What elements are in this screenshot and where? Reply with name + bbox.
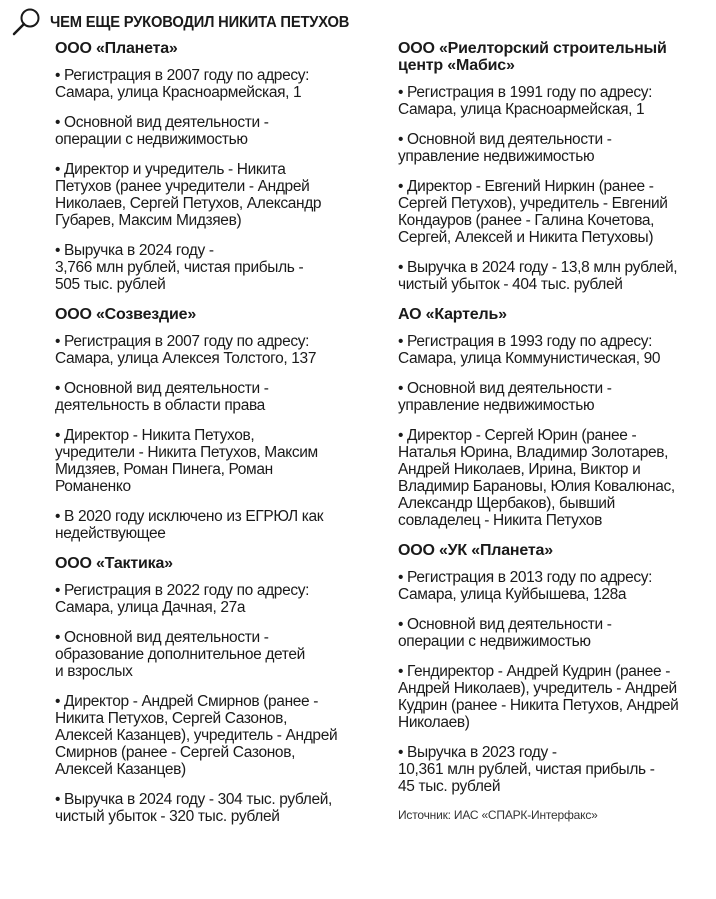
company-fact: • Директор - Андрей Смирнов (ранее - Никита Петухов, Сергей Сазонов, Алексей Казанцев), учредитель - Андрей Смирнов (ранее - Сергей Сазонов, Алексей Казанцев) bbox=[55, 693, 338, 778]
company-fact: • Выручка в 2024 году - 3,766 млн рублей, чистая прибыль - 505 тыс. рублей bbox=[55, 242, 304, 293]
company-fact: • Директор - Никита Петухов, учредители - Никита Петухов, Максим Мидзяев, Роман Пинега, Роман Романенко bbox=[55, 427, 318, 495]
company-title: АО «Картель» bbox=[398, 306, 507, 323]
company-title: ООО «Созвездие» bbox=[55, 306, 197, 323]
left-column bbox=[55, 40, 373, 838]
company-title: ООО «Тактика» bbox=[55, 555, 173, 572]
company-mabis bbox=[398, 40, 710, 293]
company-fact: • Директор - Евгений Ниркин (ранее - Сергей Петухов), учредитель - Евгений Кондауров (ранее - Галина Кочетова, Сергей, Алексей и Никита Петуховы) bbox=[398, 178, 668, 246]
company-fact: • Гендиректор - Андрей Кудрин (ранее - Андрей Николаев), учредитель - Андрей Кудрин (ранее - Никита Петухов, Андрей Николаев) bbox=[398, 663, 679, 731]
company-fact: • Основной вид деятельности - операции с недвижимостью bbox=[55, 114, 269, 148]
company-fact: • Основной вид деятельности - операции с недвижимостью bbox=[398, 616, 612, 650]
company-fact: • Выручка в 2024 году - 13,8 млн рублей, чистый убыток - 404 тыс. рублей bbox=[398, 259, 678, 293]
company-fact: • Регистрация в 1993 году по адресу: Самара, улица Коммунистическая, 90 bbox=[398, 333, 661, 367]
company-fact: • Регистрация в 1991 году по адресу: Самара, улица Красноармейская, 1 bbox=[398, 84, 653, 118]
company-taktika bbox=[55, 555, 373, 825]
company-title: ООО «Риелторский строительный центр «Мабис» bbox=[398, 40, 667, 74]
company-planeta bbox=[55, 40, 373, 293]
page-title: ЧЕМ ЕЩЕ РУКОВОДИЛ НИКИТА ПЕТУХОВ bbox=[50, 14, 350, 31]
search-icon bbox=[8, 5, 44, 41]
company-uk-planeta bbox=[398, 542, 710, 795]
company-fact: • Директор - Сергей Юрин (ранее - Наталья Юрина, Владимир Золотарев, Андрей Николаев, Ирина, Виктор и Владимир Барановы, Юлия Ковалюнас, Александр Щербаков), бывший совладелец - Никита Петухов bbox=[398, 427, 675, 529]
company-fact: • Выручка в 2023 году - 10,361 млн рублей, чистая прибыль - 45 тыс. рублей bbox=[398, 744, 655, 795]
company-fact: • Регистрация в 2013 году по адресу: Самара, улица Куйбышева, 128а bbox=[398, 569, 653, 603]
company-fact: • Регистрация в 2007 году по адресу: Самара, улица Алексея Толстого, 137 bbox=[55, 333, 317, 367]
company-fact: • В 2020 году исключено из ЕГРЮЛ как недействующее bbox=[55, 508, 324, 542]
company-fact: • Основной вид деятельности - управление недвижимостью bbox=[398, 131, 612, 165]
company-kartel bbox=[398, 306, 710, 529]
right-column bbox=[398, 40, 710, 822]
company-fact: • Регистрация в 2007 году по адресу: Самара, улица Красноармейская, 1 bbox=[55, 67, 310, 101]
company-title: ООО «УК «Планета» bbox=[398, 542, 553, 559]
company-fact: • Регистрация в 2022 году по адресу: Самара, улица Дачная, 27а bbox=[55, 582, 310, 616]
source-note: Источник: ИАС «СПАРК-Интерфакс» bbox=[398, 808, 598, 822]
company-fact: • Выручка в 2024 году - 304 тыс. рублей, чистый убыток - 320 тыс. рублей bbox=[55, 791, 332, 825]
company-fact: • Основной вид деятельности - деятельность в области права bbox=[55, 380, 269, 414]
company-fact: • Основной вид деятельности - образование дополнительное детей и взрослых bbox=[55, 629, 305, 680]
company-sozvezdie bbox=[55, 306, 373, 542]
header bbox=[8, 6, 375, 40]
company-fact: • Основной вид деятельности - управление недвижимостью bbox=[398, 380, 612, 414]
company-fact: • Директор и учредитель - Никита Петухов (ранее учредители - Андрей Николаев, Сергей Петухов, Александр Губарев, Максим Мидзяев) bbox=[55, 161, 322, 229]
company-title: ООО «Планета» bbox=[55, 40, 178, 57]
